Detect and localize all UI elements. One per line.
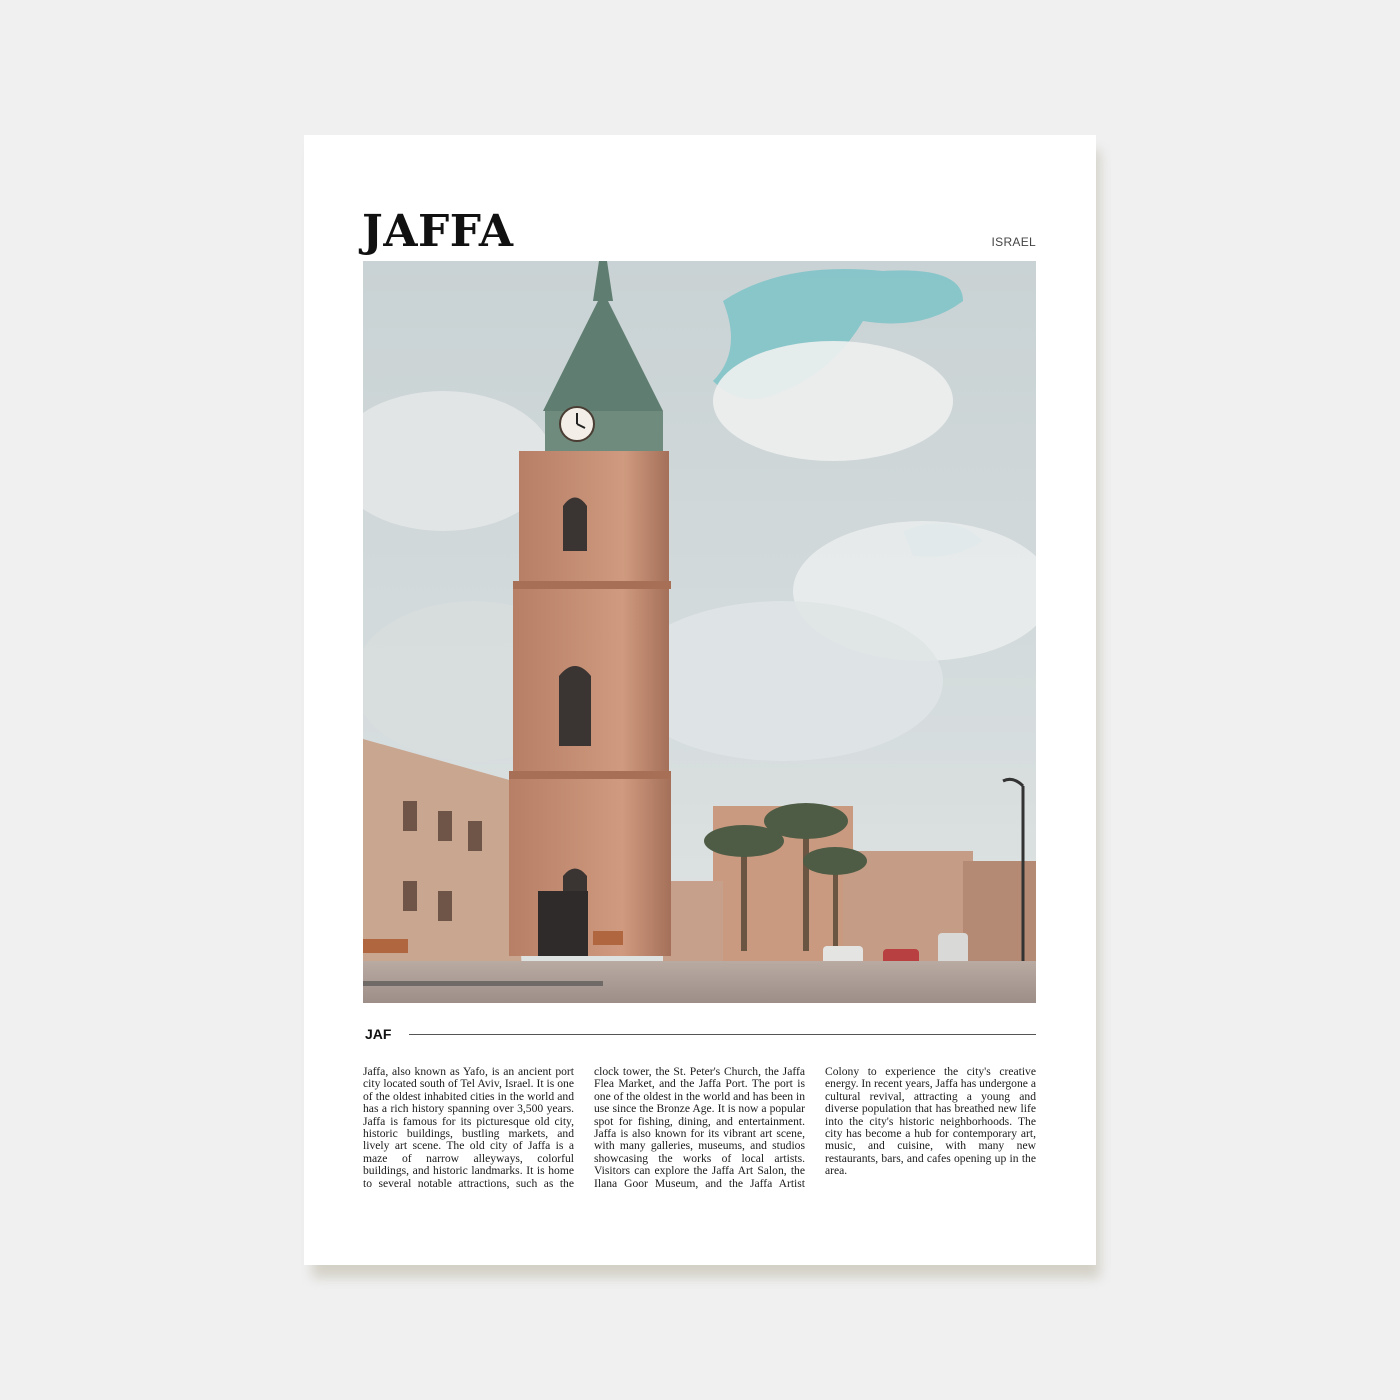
left-building-window [403,801,417,831]
photo-illustration [363,261,1036,1003]
left-building-window [403,881,417,911]
cloud [713,341,953,461]
tower-window [559,666,591,746]
bench [363,939,408,953]
city-description: Jaffa, also known as Yafo, is an ancient port city located south of Tel Aviv, Israel. It is one of the oldest inhabited cities in the world and has a rich history spanning over 3,500 years. Jaffa is famous for its picturesque old city, historic buildings, bustling markets, and lively art scene. The old city of Jaffa is a maze of narrow alleyways, colorful buildings, and historic landmarks. It is home to several notable attractions, such as the clock tower, the St. Peter's Church, the Jaffa Flea Market, and the Jaffa Port. The port is one of the oldest in the world and has been in use since the Bronze Age. It is now a popular spot for fishing, dining, and entertainment. Jaffa is also known for its vibrant art scene, with many galleries, museums, and studios showcasing the works of local artists. Visitors can explore the Jaffa Art Salon, the Ilana Goor Museum, and the Jaffa Artist Colony to experience the city's creative energy. In recent years, Jaffa has undergone a cultural revival, attracting a young and diverse population that has breathed new life into the city's historic neighborhoods. The city has become a hub for contemporary art, music, and cuisine, with many new restaurants, bars, and cafes opening up in the area. [363,1065,1036,1190]
sidewalk-curb [363,981,603,986]
tower-cornice [509,771,671,779]
tower-body [519,451,669,586]
tower-body [509,776,671,956]
city-code: JAF [365,1026,392,1042]
divider-line [409,1034,1036,1035]
poster [304,135,1096,1265]
left-building-window [468,821,482,851]
code-row [363,1024,1036,1046]
poster-title: JAFFA [362,206,514,257]
tower-window [563,498,587,552]
cloud [623,601,943,761]
country-label: ISRAEL [991,235,1036,249]
car [938,933,968,965]
bench [593,931,623,945]
left-building [363,739,523,996]
left-building-window [438,811,452,841]
tower-cornice [513,581,671,589]
clock-tower-photo [363,261,1036,1003]
left-building-window [438,891,452,921]
tourist-info-kiosk [538,891,588,956]
